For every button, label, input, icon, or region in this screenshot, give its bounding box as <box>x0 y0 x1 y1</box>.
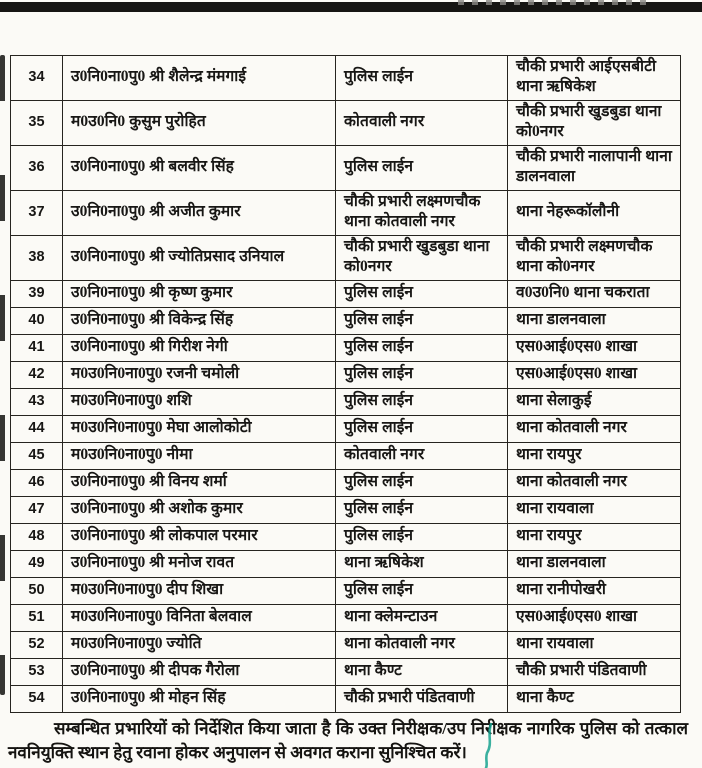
table-row <box>11 658 681 685</box>
table-row <box>11 334 681 361</box>
row-new-posting: चौकी प्रभारी लक्ष्मणचौक थाना को0नगर <box>508 235 681 280</box>
row-officer-name: उ0नि0ना0पु0 श्री दीपक गैरोला <box>63 658 336 685</box>
row-serial-number: 37 <box>11 190 63 235</box>
row-serial-number: 41 <box>11 334 63 361</box>
row-officer-name: उ0नि0ना0पु0 श्री विकेन्द्र सिंह <box>63 307 336 334</box>
row-current-posting: पुलिस लाईन <box>336 145 508 190</box>
row-officer-name: उ0नि0ना0पु0 श्री शैलेन्द्र मंमगाई <box>63 56 336 101</box>
row-serial-number: 53 <box>11 658 63 685</box>
row-current-posting: थाना कैण्ट <box>336 658 508 685</box>
row-serial-number: 50 <box>11 577 63 604</box>
row-officer-name: म0उ0नि0ना0पु0 शशि <box>63 388 336 415</box>
row-serial-number: 34 <box>11 56 63 101</box>
row-new-posting: थाना नेहरूकॉलौनी <box>508 190 681 235</box>
row-officer-name: उ0नि0ना0पु0 श्री अजीत कुमार <box>63 190 336 235</box>
row-officer-name: उ0नि0ना0पु0 श्री अशोक कुमार <box>63 496 336 523</box>
row-serial-number: 39 <box>11 280 63 307</box>
row-new-posting: थाना कोतवाली नगर <box>508 415 681 442</box>
row-officer-name: उ0नि0ना0पु0 श्री बलवीर सिंह <box>63 145 336 190</box>
table-row <box>11 631 681 658</box>
row-serial-number: 49 <box>11 550 63 577</box>
table-row <box>11 550 681 577</box>
row-new-posting: थाना सेलाकुई <box>508 388 681 415</box>
row-serial-number: 52 <box>11 631 63 658</box>
row-current-posting: पुलिस लाईन <box>336 415 508 442</box>
row-serial-number: 44 <box>11 415 63 442</box>
row-current-posting: चौकी प्रभारी पंडितवाणी <box>336 685 508 712</box>
row-serial-number: 45 <box>11 442 63 469</box>
row-new-posting: थाना कैण्ट <box>508 685 681 712</box>
table-row <box>11 442 681 469</box>
table-row <box>11 604 681 631</box>
row-new-posting: चौकी प्रभारी खुडबुडा थाना को0नगर <box>508 100 681 145</box>
scan-artifact-specks <box>458 0 648 5</box>
row-serial-number: 46 <box>11 469 63 496</box>
row-officer-name: म0उ0नि0ना0पु0 विनिता बेलवाल <box>63 604 336 631</box>
row-serial-number: 42 <box>11 361 63 388</box>
row-serial-number: 47 <box>11 496 63 523</box>
instruction-paragraph: सम्बन्धित प्रभारियों को निर्देशित किया जाता है कि उक्त निरीक्षक/उप निरीक्षक नागरिक पुलिस को तत्काल नवनियुक्ति स्थान हेतु रवाना होकर अनुपालन से अवगत कराना सुनिश्चित करें। <box>8 719 688 763</box>
row-officer-name: उ0नि0ना0पु0 श्री गिरीश नेगी <box>63 334 336 361</box>
row-current-posting: चौकी प्रभारी लक्ष्मणचौक थाना कोतवाली नगर <box>336 190 508 235</box>
row-current-posting: कोतवाली नगर <box>336 442 508 469</box>
row-new-posting: चौकी प्रभारी आईएसबीटी थाना ऋषिकेश <box>508 56 681 101</box>
row-serial-number: 38 <box>11 235 63 280</box>
table-row <box>11 685 681 712</box>
row-new-posting: थाना डालनवाला <box>508 550 681 577</box>
table-row <box>11 235 681 280</box>
row-officer-name: म0उ0नि0ना0पु0 रजनी चमोली <box>63 361 336 388</box>
row-officer-name: उ0नि0ना0पु0 श्री मोहन सिंह <box>63 685 336 712</box>
row-current-posting: कोतवाली नगर <box>336 100 508 145</box>
row-officer-name: उ0नि0ना0पु0 श्री ज्योतिप्रसाद उनियाल <box>63 235 336 280</box>
row-current-posting: पुलिस लाईन <box>336 56 508 101</box>
row-new-posting: व0उ0नि0 थाना चकराता <box>508 280 681 307</box>
row-new-posting: एस0आई0एस0 शाखा <box>508 361 681 388</box>
table-row <box>11 469 681 496</box>
row-serial-number: 43 <box>11 388 63 415</box>
row-current-posting: पुलिस लाईन <box>336 280 508 307</box>
table-row <box>11 523 681 550</box>
row-officer-name: म0उ0नि0ना0पु0 मेघा आलोकोटी <box>63 415 336 442</box>
row-new-posting: थाना रायवाला <box>508 631 681 658</box>
row-current-posting: पुलिस लाईन <box>336 388 508 415</box>
row-serial-number: 35 <box>11 100 63 145</box>
row-current-posting: पुलिस लाईन <box>336 469 508 496</box>
table-row <box>11 496 681 523</box>
row-new-posting: थाना कोतवाली नगर <box>508 469 681 496</box>
scan-artifact-top-strip <box>0 2 702 12</box>
row-serial-number: 51 <box>11 604 63 631</box>
row-new-posting: थाना रायपुर <box>508 523 681 550</box>
row-new-posting: थाना रायपुर <box>508 442 681 469</box>
scan-artifact-left-edge <box>0 55 5 695</box>
row-current-posting: पुलिस लाईन <box>336 496 508 523</box>
row-officer-name: म0उ0नि0ना0पु0 नीमा <box>63 442 336 469</box>
table-row <box>11 577 681 604</box>
row-new-posting: चौकी प्रभारी पंडितवाणी <box>508 658 681 685</box>
row-serial-number: 48 <box>11 523 63 550</box>
row-new-posting: थाना रायवाला <box>508 496 681 523</box>
row-officer-name: उ0नि0ना0पु0 श्री कृष्ण कुमार <box>63 280 336 307</box>
row-officer-name: म0उ0नि0 कुसुम पुरोहित <box>63 100 336 145</box>
row-current-posting: थाना क्लेमन्टाउन <box>336 604 508 631</box>
row-new-posting: थाना डालनवाला <box>508 307 681 334</box>
table-row <box>11 145 681 190</box>
row-current-posting: पुलिस लाईन <box>336 307 508 334</box>
row-current-posting: थाना ऋषिकेश <box>336 550 508 577</box>
row-current-posting: पुलिस लाईन <box>336 361 508 388</box>
row-new-posting: चौकी प्रभारी नालापानी थाना डालनवाला <box>508 145 681 190</box>
row-current-posting: पुलिस लाईन <box>336 523 508 550</box>
table-row <box>11 56 681 101</box>
transfer-table-body <box>11 56 681 713</box>
row-serial-number: 54 <box>11 685 63 712</box>
table-row <box>11 388 681 415</box>
row-new-posting: थाना रानीपोखरी <box>508 577 681 604</box>
table-row <box>11 190 681 235</box>
row-current-posting: चौकी प्रभारी खुडबुडा थाना को0नगर <box>336 235 508 280</box>
table-row <box>11 100 681 145</box>
table-row <box>11 415 681 442</box>
row-current-posting: थाना कोतवाली नगर <box>336 631 508 658</box>
row-officer-name: म0उ0नि0ना0पु0 दीप शिखा <box>63 577 336 604</box>
row-officer-name: उ0नि0ना0पु0 श्री विनय शर्मा <box>63 469 336 496</box>
row-current-posting: पुलिस लाईन <box>336 577 508 604</box>
police-transfer-table <box>10 55 681 713</box>
row-officer-name: उ0नि0ना0पु0 श्री मनोज रावत <box>63 550 336 577</box>
table-row <box>11 280 681 307</box>
row-current-posting: पुलिस लाईन <box>336 334 508 361</box>
table-row <box>11 307 681 334</box>
row-officer-name: म0उ0नि0ना0पु0 ज्योति <box>63 631 336 658</box>
row-officer-name: उ0नि0ना0पु0 श्री लोकपाल परमार <box>63 523 336 550</box>
row-serial-number: 36 <box>11 145 63 190</box>
table-row <box>11 361 681 388</box>
row-new-posting: एस0आई0एस0 शाखा <box>508 604 681 631</box>
row-serial-number: 40 <box>11 307 63 334</box>
row-new-posting: एस0आई0एस0 शाखा <box>508 334 681 361</box>
